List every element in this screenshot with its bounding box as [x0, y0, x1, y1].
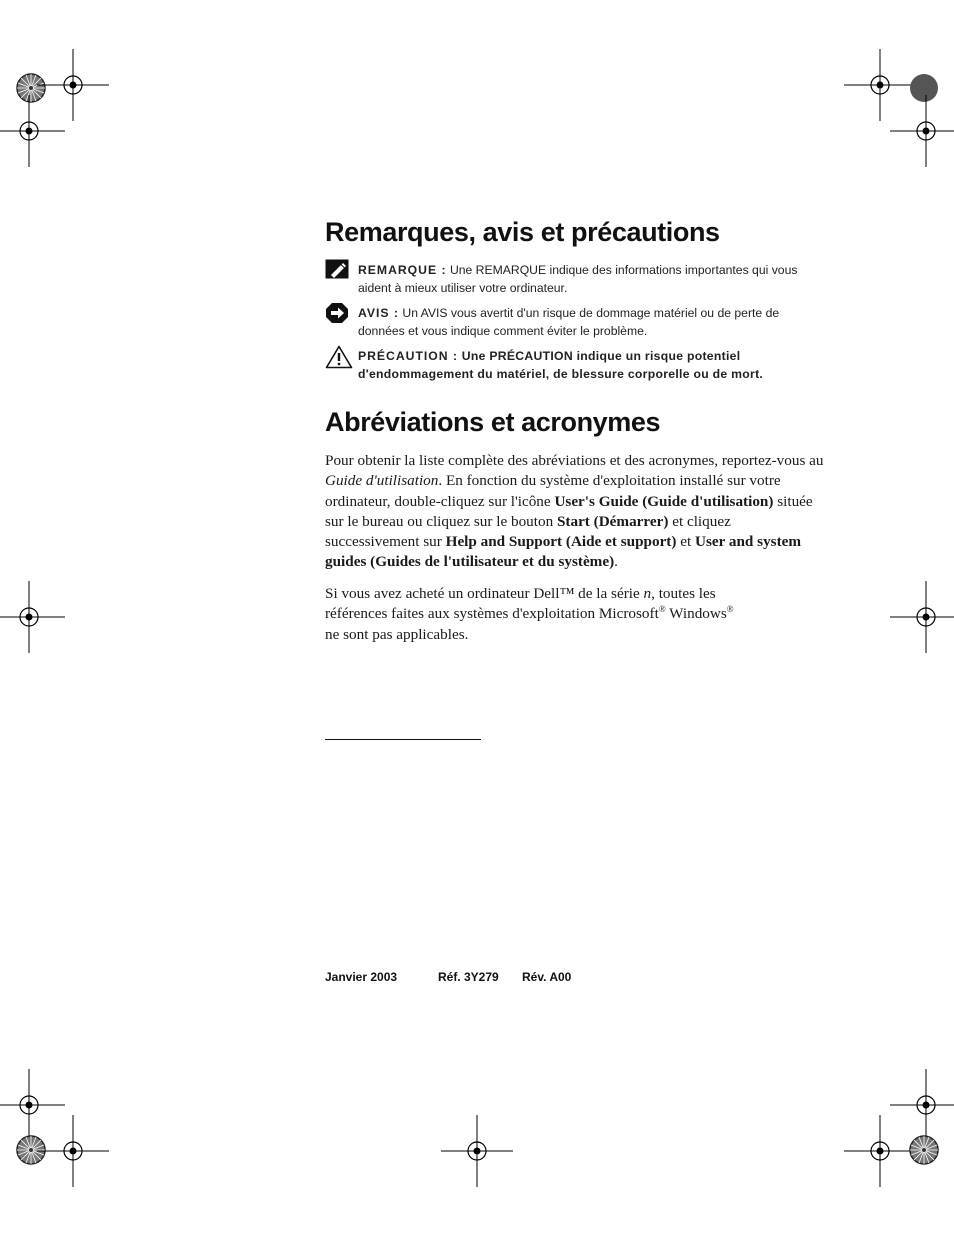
registration-mark-icon	[844, 49, 916, 121]
registration-mark-icon	[890, 95, 954, 167]
series-letter: n	[643, 585, 652, 602]
registration-mark-icon	[844, 1115, 916, 1187]
help-support-name: Help and Support (Aide et support)	[445, 533, 677, 551]
users-guide-icon-name: User's Guide (Guide d'utilisation)	[554, 492, 774, 510]
registration-mark-icon	[890, 581, 954, 653]
registration-mark-icon	[0, 1069, 65, 1141]
p1-text-a: Pour obtenir la liste complète des abréviations et des acronymes, reportez-vous au	[325, 452, 824, 469]
precaution-text-1: Une	[461, 349, 490, 363]
registration-mark-icon	[37, 49, 109, 121]
notice-arrow-icon	[325, 302, 349, 329]
solid-target-icon	[910, 74, 938, 102]
p2-text-b: , toutes les références faites aux systèmes d'exploitation Microsoft	[325, 585, 716, 623]
p2-text-d: ne sont pas applicables.	[325, 625, 469, 643]
note-remarque	[358, 261, 828, 297]
footer-revision: Rév. A00	[522, 970, 572, 984]
guide-title: Guide d'utilisation	[325, 472, 439, 490]
p1-text-b: . En fonction du système d'exploitation installé sur votre ordinateur, double-cliquez sur l'icône	[325, 472, 781, 510]
star-target-icon	[910, 1136, 938, 1164]
note-avis	[358, 304, 828, 340]
section-title-abbreviations: Abréviations et acronymes	[325, 407, 661, 437]
p1-text-d: et cliquez successivement sur	[325, 512, 731, 551]
registered-mark: ®	[658, 604, 666, 615]
registration-mark-icon	[0, 581, 65, 653]
registration-mark-icon	[441, 1115, 513, 1187]
start-button-name: Start (Démarrer)	[556, 512, 669, 530]
system-guides-name: User and system guides (Guides de l'utilisateur et du système)	[325, 533, 802, 571]
precaution-text-2: indique un risque potentiel d'endommagement du matériel, de blessure corporelle ou de mort.	[358, 349, 764, 381]
footnote-rule	[325, 739, 481, 740]
footer-reference: Réf. 3Y279	[438, 970, 499, 984]
star-target-icon	[17, 74, 45, 102]
crop-marks-bottom	[0, 1069, 954, 1187]
precaution-keyword: PRÉCAUTION	[489, 349, 573, 363]
remarque-text: Une REMARQUE indique des informations importantes qui vous aident à mieux utiliser votre ordinateur.	[358, 263, 798, 295]
registration-mark-icon	[37, 1115, 109, 1187]
registration-mark-icon	[0, 95, 65, 167]
registered-mark: ®	[726, 604, 734, 615]
avis-label: AVIS :	[358, 306, 399, 320]
abbreviations-paragraph	[325, 451, 825, 573]
p2-text-c: Windows	[665, 605, 727, 623]
p1-text-f: .	[614, 553, 618, 571]
crop-marks-top-right	[844, 49, 954, 167]
section-title-notes: Remarques, avis et précautions	[325, 217, 720, 247]
dell-n-series-paragraph	[325, 584, 775, 645]
registration-mark-icon	[890, 1069, 954, 1141]
note-precaution	[358, 347, 828, 383]
star-target-icon	[17, 1136, 45, 1164]
p1-text-c: située sur le bureau ou cliquez sur le bouton	[325, 492, 813, 530]
p1-text-e: et	[676, 533, 695, 551]
avis-text: Un AVIS vous avertit d'un risque de dommage matériel ou de perte de données et vous indique comment éviter le problème.	[358, 306, 780, 338]
p2-text-a: Si vous avez acheté un ordinateur Dell™ de la série	[325, 585, 644, 602]
remarque-label: REMARQUE :	[358, 263, 447, 277]
warning-triangle-icon	[325, 345, 353, 374]
crop-marks-top-left	[0, 49, 109, 167]
pencil-note-icon	[325, 259, 349, 284]
footer-date: Janvier 2003	[325, 970, 398, 984]
precaution-label: PRÉCAUTION :	[358, 349, 459, 363]
